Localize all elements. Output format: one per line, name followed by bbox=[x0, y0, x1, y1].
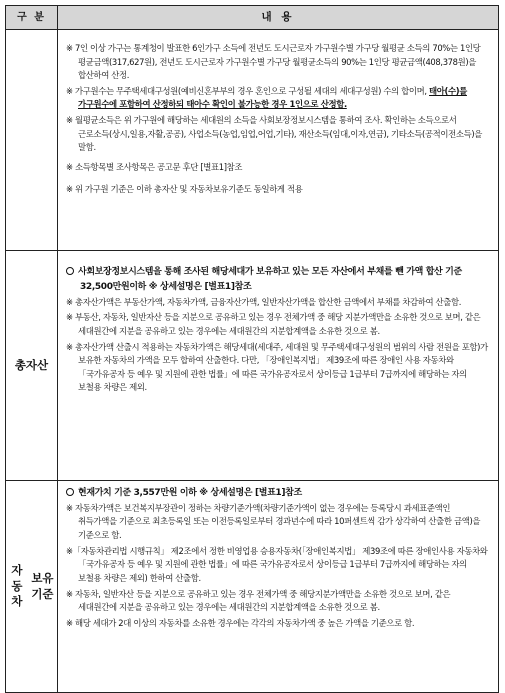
note-same-criteria: ※ 위 가구원 기준은 이하 총자산 및 자동차보유기준도 동일하게 적용 bbox=[66, 184, 303, 195]
income-notes-label bbox=[6, 30, 58, 250]
header-category: 구 분 bbox=[6, 6, 58, 29]
income-notes-content bbox=[58, 30, 498, 250]
note-fetus-emphasis: 태아(수)를 가구원수에 포함하여 산정하되 태아수 확인이 불가능한 경우 1인으로 산정함. bbox=[78, 85, 467, 110]
note-household-members bbox=[66, 85, 484, 112]
note-vehicle-shared-ownership: ※ 자동차, 일반자산 등을 지분으로 공유하고 있는 경우 전체가액 중 해당지분가액만을 소유한 것으로 보며, 같은 세대원간에 지분을 공유하고 있는 경우에는 세대원간의 지분합계액을 소유한 것으로 봄. bbox=[66, 588, 451, 613]
note-vehicle-value-in-assets: ※ 총자산가액 산출시 적용하는 자동차가액은 해당세대(세대주, 세대원 및 무주택세대구성원의 범위의 사람 전원을 포함)가 보유한 자동차의 가액을 모두 합하여 산출한다. 다만, 「장애인복지법」 제39조에 따른 장애인 사용 자동차와 「국가유공자 등 예우 및 지원에 관한 법률」에 따른 국가유공자로서 상이등급 1급부터 7급까지에 해당하는 자의 보철용 차량은 제외. bbox=[66, 341, 488, 393]
vehicle-criteria-content bbox=[58, 481, 498, 692]
income-notes-row bbox=[6, 29, 498, 250]
vehicle-label-line2: 보유기준 bbox=[31, 570, 54, 601]
note-household-members-text: ※ 가구원수는 무주택세대구성원(예비신혼부부의 경우 혼인으로 구성될 세대의 세대구성원) 수의 합이며, bbox=[66, 85, 430, 96]
vehicle-criteria-row bbox=[6, 480, 498, 692]
note-monthly-income: ※ 월평균소득은 위 가구원에 해당하는 세대원의 소득을 사회보장정보시스템을 통하여 조사. 확인하는 소득으로서 근로소득(상시,일용,자활,공공), 사업소득(농업,임업,어업,기타), 재산소득(임대,이자,연금), 기타소득(공적이전소득)을 말함. bbox=[66, 115, 483, 153]
circle-bullet-icon bbox=[66, 488, 74, 496]
total-assets-lead bbox=[66, 265, 490, 295]
vehicle-label-line1: 자동차 bbox=[11, 563, 23, 609]
note-vehicle-value: ※ 자동차가액은 보건복지부장관이 정하는 차량기준가액(차량기준가액이 없는 경우에는 등록당시 과세표준액인 취득가액을 기준으로 최초등록일 또는 이전등록일로부터 경과년수에 따라 10퍼센트씩 감가 상각하여 산출한 금액)을 기준으로 함. bbox=[66, 502, 481, 541]
note-multiple-vehicles: ※ 해당 세대가 2대 이상의 자동차를 소유한 경우에는 각각의 자동차가액 중 높은 가액을 기준으로 함. bbox=[66, 617, 415, 628]
header-content: 내 용 bbox=[261, 11, 295, 23]
total-assets-content bbox=[58, 251, 498, 480]
total-assets-row bbox=[6, 250, 498, 480]
total-assets-label: 총자산 bbox=[6, 251, 58, 480]
table-header-row bbox=[6, 6, 498, 29]
vehicle-criteria-label bbox=[6, 481, 58, 692]
vehicle-criteria-lead-text: 현재가치 기준 3,557만원 이하 ※ 상세설명은 [별표1]참조 bbox=[78, 488, 302, 498]
eligibility-criteria-table bbox=[5, 5, 499, 693]
note-passenger-car-scope: ※「자동차관리법 시행규칙」 제2조에서 정한 비영업용 승용자동차(「장애인복지법」 제39조에 따른 장애인사용 자동차와 「국가유공자 등 예우 및 지원에 관한 법률」에 따른 국가유공자로서 상이등급 1급부터 7급까지에 해당하는 자의 보철용 차량은 제외) 한하여 산출함. bbox=[66, 545, 488, 583]
note-income-items: ※ 소득항목별 조사항목은 공고문 후단 [별표1]참조 bbox=[66, 161, 243, 172]
total-assets-lead-text: 사회보장정보시스템을 통해 조사된 해당세대가 보유하고 있는 모든 자산에서 부채를 뺀 가액 합산 기준 32,500만원이하 ※ 상세설명은 [별표1]참조 bbox=[78, 267, 462, 292]
circle-bullet-icon bbox=[66, 267, 74, 275]
note-shared-ownership: ※ 부동산, 자동차, 일반자산 등을 지분으로 공유하고 있는 경우 전체가액 중 해당 지분가액만을 소유한 것으로 보며, 같은 세대원간에 지분을 공유하고 있는 경우에는 세대원간의 지분합계액을 소유한 것으로 봄. bbox=[66, 312, 481, 336]
note-seven-person-household: ※ 7인 이상 가구는 통계청이 발표한 6인가구 소득에 전년도 도시근로자 가구원수별 가구당 월평균 소득의 70%는 1인당 평균금액(317,627원), 전년도 도시근로자 가구원수별 가구당 월평균소득의 90%는 1인당 평균금액(408,378원)을 합산하여 산정. bbox=[66, 43, 481, 81]
note-total-assets-calc: ※ 총자산가액은 부동산가액, 자동차가액, 금융자산가액, 일반자산가액을 합산한 금액에서 부채를 차감하여 산출함. bbox=[66, 296, 462, 307]
vehicle-criteria-lead bbox=[66, 486, 490, 501]
